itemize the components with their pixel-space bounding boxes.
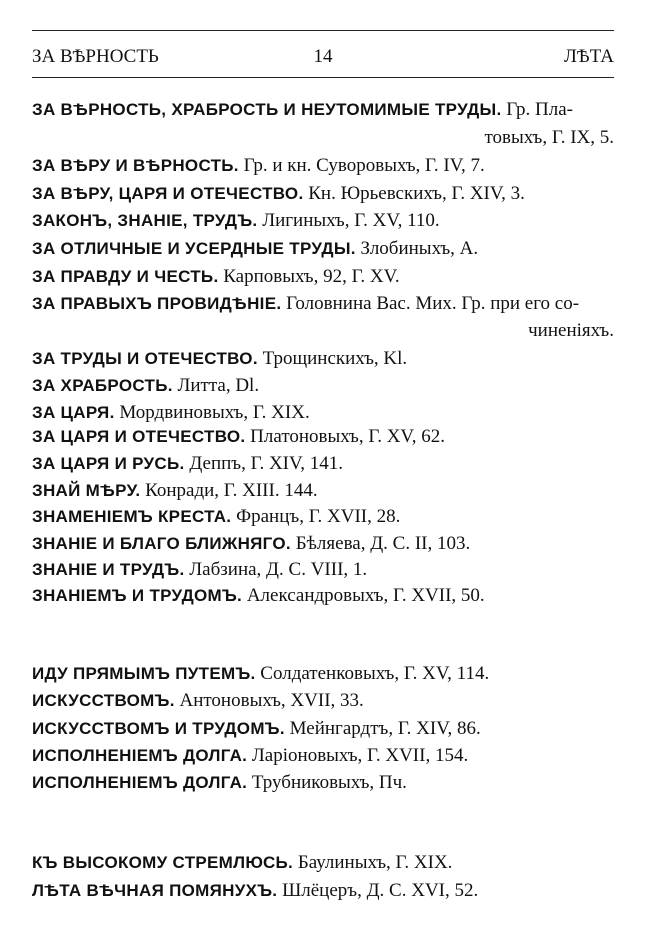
header-bottom-rule — [32, 77, 614, 78]
entry-source: Шлёцеръ, Д. С. XVI, 52. — [277, 880, 479, 901]
entry — [32, 716, 614, 742]
entry-motto: ИСКУССТВОМЪ И ТРУДОМЪ. — [32, 719, 285, 738]
entry-source: Ларіоновыхъ, Г. XVII, 154. — [247, 745, 469, 766]
entry-source: Лигиныхъ, Г. XV, 110. — [257, 210, 440, 231]
page-number: 14 — [313, 46, 333, 67]
entry — [32, 346, 614, 372]
entry — [32, 504, 614, 530]
entry-motto: ИСКУССТВОМЪ. — [32, 691, 175, 710]
entry — [32, 424, 614, 450]
entry-source: Солдатенковыхъ, Г. XV, 114. — [255, 663, 490, 684]
entry-source: Деппъ, Г. XIV, 141. — [184, 453, 344, 474]
entry-motto: ЗНАЙ МѢРУ. — [32, 481, 141, 500]
entry — [32, 478, 614, 504]
entry — [32, 451, 614, 477]
entry-source: Францъ, Г. XVII, 28. — [231, 506, 401, 527]
entry — [32, 291, 614, 317]
entry-motto: ЗА ЦАРЯ И ОТЕЧЕСТВО. — [32, 427, 246, 446]
entry-motto: ЗА ВѢРНОСТЬ, ХРАБРОСТЬ И НЕУТОМИМЫЕ ТРУДЫ. — [32, 100, 502, 119]
entry — [32, 743, 614, 769]
running-head-right: ЛѢТА — [563, 46, 614, 67]
entry-motto: ИСПОЛНЕНІЕМЪ ДОЛГА. — [32, 773, 248, 792]
entry — [32, 153, 614, 179]
entry — [32, 236, 614, 262]
entry-source: Бѣляева, Д. С. II, 103. — [290, 533, 471, 554]
entry-motto: ИДУ ПРЯМЫМЪ ПУТЕМЪ. — [32, 664, 256, 683]
entry-motto: ЗА ПРАВЫХЪ ПРОВИДѢНІЕ. — [32, 294, 282, 313]
entry — [32, 850, 614, 876]
entry-motto: ЗНАНІЕ И ТРУДЪ. — [32, 560, 185, 579]
entry — [32, 97, 614, 123]
entry-source: Трощинскихъ, Kl. — [257, 348, 408, 369]
entry-source: Трубниковыхъ, Пч. — [247, 772, 407, 793]
entry-source: Лабзина, Д. С. VIII, 1. — [184, 559, 368, 580]
running-head-left: ЗА ВѢРНОСТЬ — [32, 46, 159, 67]
entry-motto: ЗА ТРУДЫ И ОТЕЧЕСТВО. — [32, 349, 258, 368]
entry — [32, 264, 614, 290]
entry-continuation: товыхъ, Г. IX, 5. — [484, 127, 614, 148]
entry-motto: ЗА ВѢРУ И ВѢРНОСТЬ. — [32, 156, 239, 175]
entry — [32, 770, 614, 796]
entry — [32, 688, 614, 714]
running-head — [32, 44, 614, 70]
entry-source: Платоновыхъ, Г. XV, 62. — [245, 426, 445, 447]
entry — [32, 661, 614, 687]
entry — [32, 557, 614, 583]
entry-source: Мордвиновыхъ, Г. XIX. — [114, 402, 310, 423]
entry-source: Баулиныхъ, Г. XIX. — [293, 852, 453, 873]
entry-motto: ЗАКОНЪ, ЗНАНІЕ, ТРУДЪ. — [32, 211, 258, 230]
entry-motto: ЗА ПРАВДУ И ЧЕСТЬ. — [32, 267, 219, 286]
entry-motto: ЗНАНІЕ И БЛАГО БЛИЖНЯГО. — [32, 534, 291, 553]
entry-source: Антоновыхъ, XVII, 33. — [174, 690, 364, 711]
entry-motto: ИСПОЛНЕНІЕМЪ ДОЛГА. — [32, 746, 248, 765]
entry-source: Гр. Пла- — [501, 99, 574, 120]
entry-source: Литта, Dl. — [172, 375, 260, 396]
entry — [32, 531, 614, 557]
entry-source: Александровыхъ, Г. XVII, 50. — [242, 585, 485, 606]
entry — [32, 583, 614, 609]
entry-motto: ЗНАМЕНІЕМЪ КРЕСТА. — [32, 507, 232, 526]
entry-continuation: чиненіяхъ. — [528, 320, 614, 341]
entry-motto: ЗА ОТЛИЧНЫЕ И УСЕРДНЫЕ ТРУДЫ. — [32, 239, 356, 258]
entry-source: Злобиныхъ, А. — [355, 238, 479, 259]
entry — [32, 878, 614, 904]
entry-source: Мейнгардтъ, Г. XIV, 86. — [284, 718, 481, 739]
entry — [32, 181, 614, 207]
entry — [32, 208, 614, 234]
entry — [32, 400, 614, 426]
entry-motto: ЗНАНІЕМЪ И ТРУДОМЪ. — [32, 586, 243, 605]
entry-motto: ЗА ВѢРУ, ЦАРЯ И ОТЕЧЕСТВО. — [32, 184, 304, 203]
entry-motto: ЗА ХРАБРОСТЬ. — [32, 376, 173, 395]
header-top-rule — [32, 30, 614, 31]
entry-source: Карповыхъ, 92, Г. XV. — [218, 266, 400, 287]
entry-source: Гр. и кн. Суворовыхъ, Г. IV, 7. — [238, 155, 485, 176]
entry-source: Конради, Г. XIII. 144. — [140, 480, 318, 501]
entry-source: Кн. Юрьевскихъ, Г. XIV, 3. — [303, 183, 525, 204]
entry-motto: ЛѢТА ВѢЧНАЯ ПОМЯНУХЪ. — [32, 881, 278, 900]
entry-motto: ЗА ЦАРЯ И РУСЬ. — [32, 454, 185, 473]
entry-motto: КЪ ВЫСОКОМУ СТРЕМЛЮСЬ. — [32, 853, 294, 872]
entry-source: Головнина Вас. Мих. Гр. при его со- — [281, 293, 580, 314]
entry — [32, 373, 614, 399]
entry-motto: ЗА ЦАРЯ. — [32, 403, 115, 422]
